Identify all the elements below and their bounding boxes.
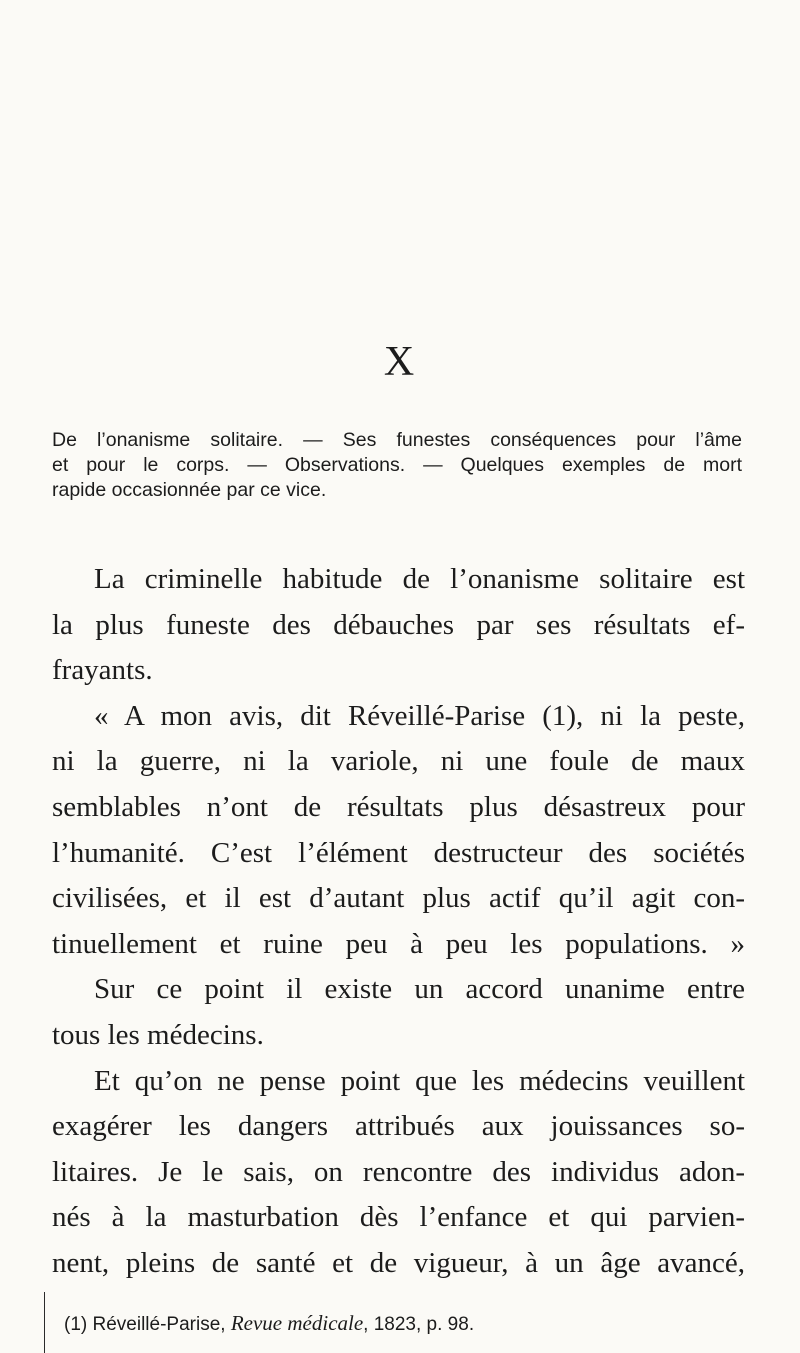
summary-line: De l’onanisme solitaire. — Ses funestes conséquences pour l’âme — [52, 429, 742, 451]
footnote-text: (1) Réveillé-Parise, — [64, 1314, 231, 1335]
body-line: litaires. Je le sais, on rencontre des individus adon- — [52, 1155, 745, 1188]
body-line: tous les médecins. — [52, 1018, 264, 1051]
body-line: nent, pleins de santé et de vigueur, à un âge avancé, — [52, 1246, 745, 1279]
body-line: l’humanité. C’est l’élément destructeur des sociétés — [52, 836, 745, 869]
margin-rule — [44, 1292, 45, 1353]
summary-line: et pour le corps. — Observations. — Quelques exemples de mort — [52, 454, 742, 476]
body-line: ni la guerre, ni la variole, ni une foule de maux — [52, 745, 745, 778]
body-line: la plus funeste des débauches par ses résultats ef- — [52, 608, 745, 641]
summary-line: rapide occasionnée par ce vice. — [52, 479, 327, 501]
body-line: La criminelle habitude de l’onanisme solitaire est — [94, 563, 745, 595]
footnote-citation: , 1823, p. 98. — [363, 1314, 475, 1335]
body-line: exagérer les dangers attribués aux jouissances so- — [52, 1110, 745, 1143]
body-line: Et qu’on ne pense point que les médecins veuillent — [94, 1064, 745, 1097]
body-line: Sur ce point il existe un accord unanime entre — [94, 973, 745, 1006]
chapter-number: X — [383, 339, 417, 385]
chapter-summary — [52, 428, 742, 503]
body-line: civilisées, et il est d’autant plus actif qu’il agit con- — [52, 882, 745, 915]
body-line: « A mon avis, dit Réveillé-Parise (1), ni la peste, — [94, 699, 745, 732]
body-line: nés à la masturbation dès l’enfance et qui parvien- — [52, 1201, 745, 1234]
footnote — [64, 1311, 474, 1337]
footnote-journal: Revue médicale — [230, 1311, 364, 1335]
body-line: tinuellement et ruine peu à peu les populations. » — [52, 927, 745, 960]
body-line: frayants. — [52, 654, 153, 687]
body-text — [52, 557, 745, 1287]
body-line: semblables n’ont de résultats plus désastreux pour — [52, 790, 745, 823]
